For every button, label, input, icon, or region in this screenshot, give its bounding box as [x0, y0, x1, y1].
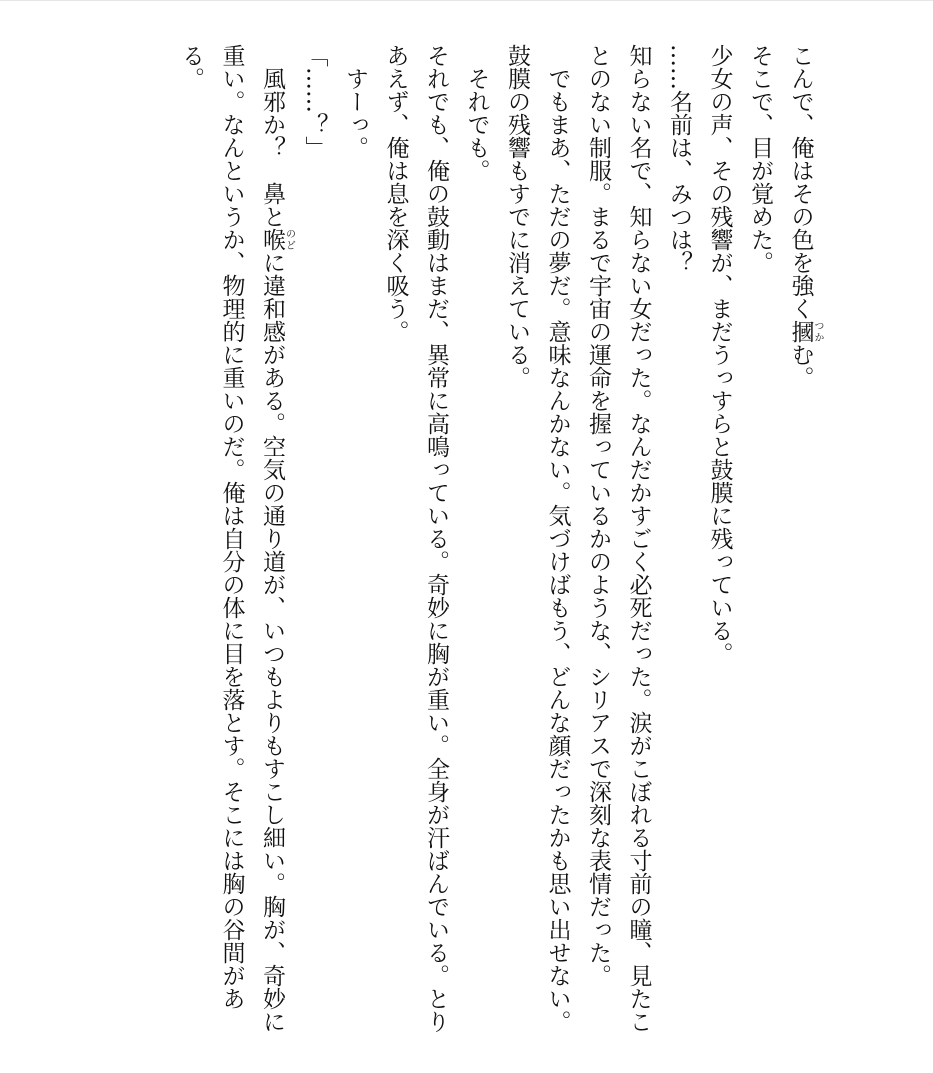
paragraph: 知らない名で、知らない女だった。なんだかすごく必死だった。涙がこぼれる寸前の瞳、見たことのない制服。まるで宇宙の運命を握っているかのような、シリアスで深刻な表情だった。: [585, 44, 652, 1033]
paragraph-text: に違和感がある。空気の通り道が、いつもよりもすこし細い。胸が、奇妙に重い。なんというか、物理的に重いのだ。俺は自分の体に目を落とす。そこには胸の谷間がある。: [178, 44, 285, 1033]
ruby-reading: のど: [283, 228, 295, 251]
paragraph: それでも、俺の鼓動はまだ、異常に高鳴っている。奇妙に胸が重い。全身が汗ばんでいる。とりあえず、俺は息を深く吸う。: [382, 44, 449, 1033]
ruby-annotation: [259, 228, 295, 251]
ruby-reading: つか: [812, 320, 823, 343]
page-top-border: [0, 0, 933, 1]
paragraph: でもまあ、ただの夢だ。意味なんかない。気づけばもう、どんな顔だったかも思い出せない。鼓膜の残響もすでに消えている。: [504, 44, 571, 1033]
vertical-text-page: [83, 44, 863, 1044]
paragraph-text: こんで、俺はその色を強く: [787, 44, 814, 320]
ruby-annotation: [787, 320, 823, 343]
paragraph: それでも。: [463, 67, 490, 182]
paragraph-text: む。: [787, 343, 814, 389]
ruby-base: 摑: [787, 320, 814, 343]
ruby-base: 喉: [259, 228, 285, 251]
paragraph: [780, 44, 823, 1044]
paragraph: すーっ。: [342, 67, 368, 159]
paragraph: [171, 44, 295, 1044]
paragraph: そこで、目が覚めた。: [747, 44, 773, 274]
dialogue-line: 「……？」: [301, 44, 328, 159]
paragraph-text: 風邪か？ 鼻と: [259, 67, 285, 228]
paragraph: 少女の声、その残響が、まだうっすらと鼓膜に残っている。: [706, 44, 733, 665]
paragraph: ……名前は、みつは？: [666, 44, 692, 274]
